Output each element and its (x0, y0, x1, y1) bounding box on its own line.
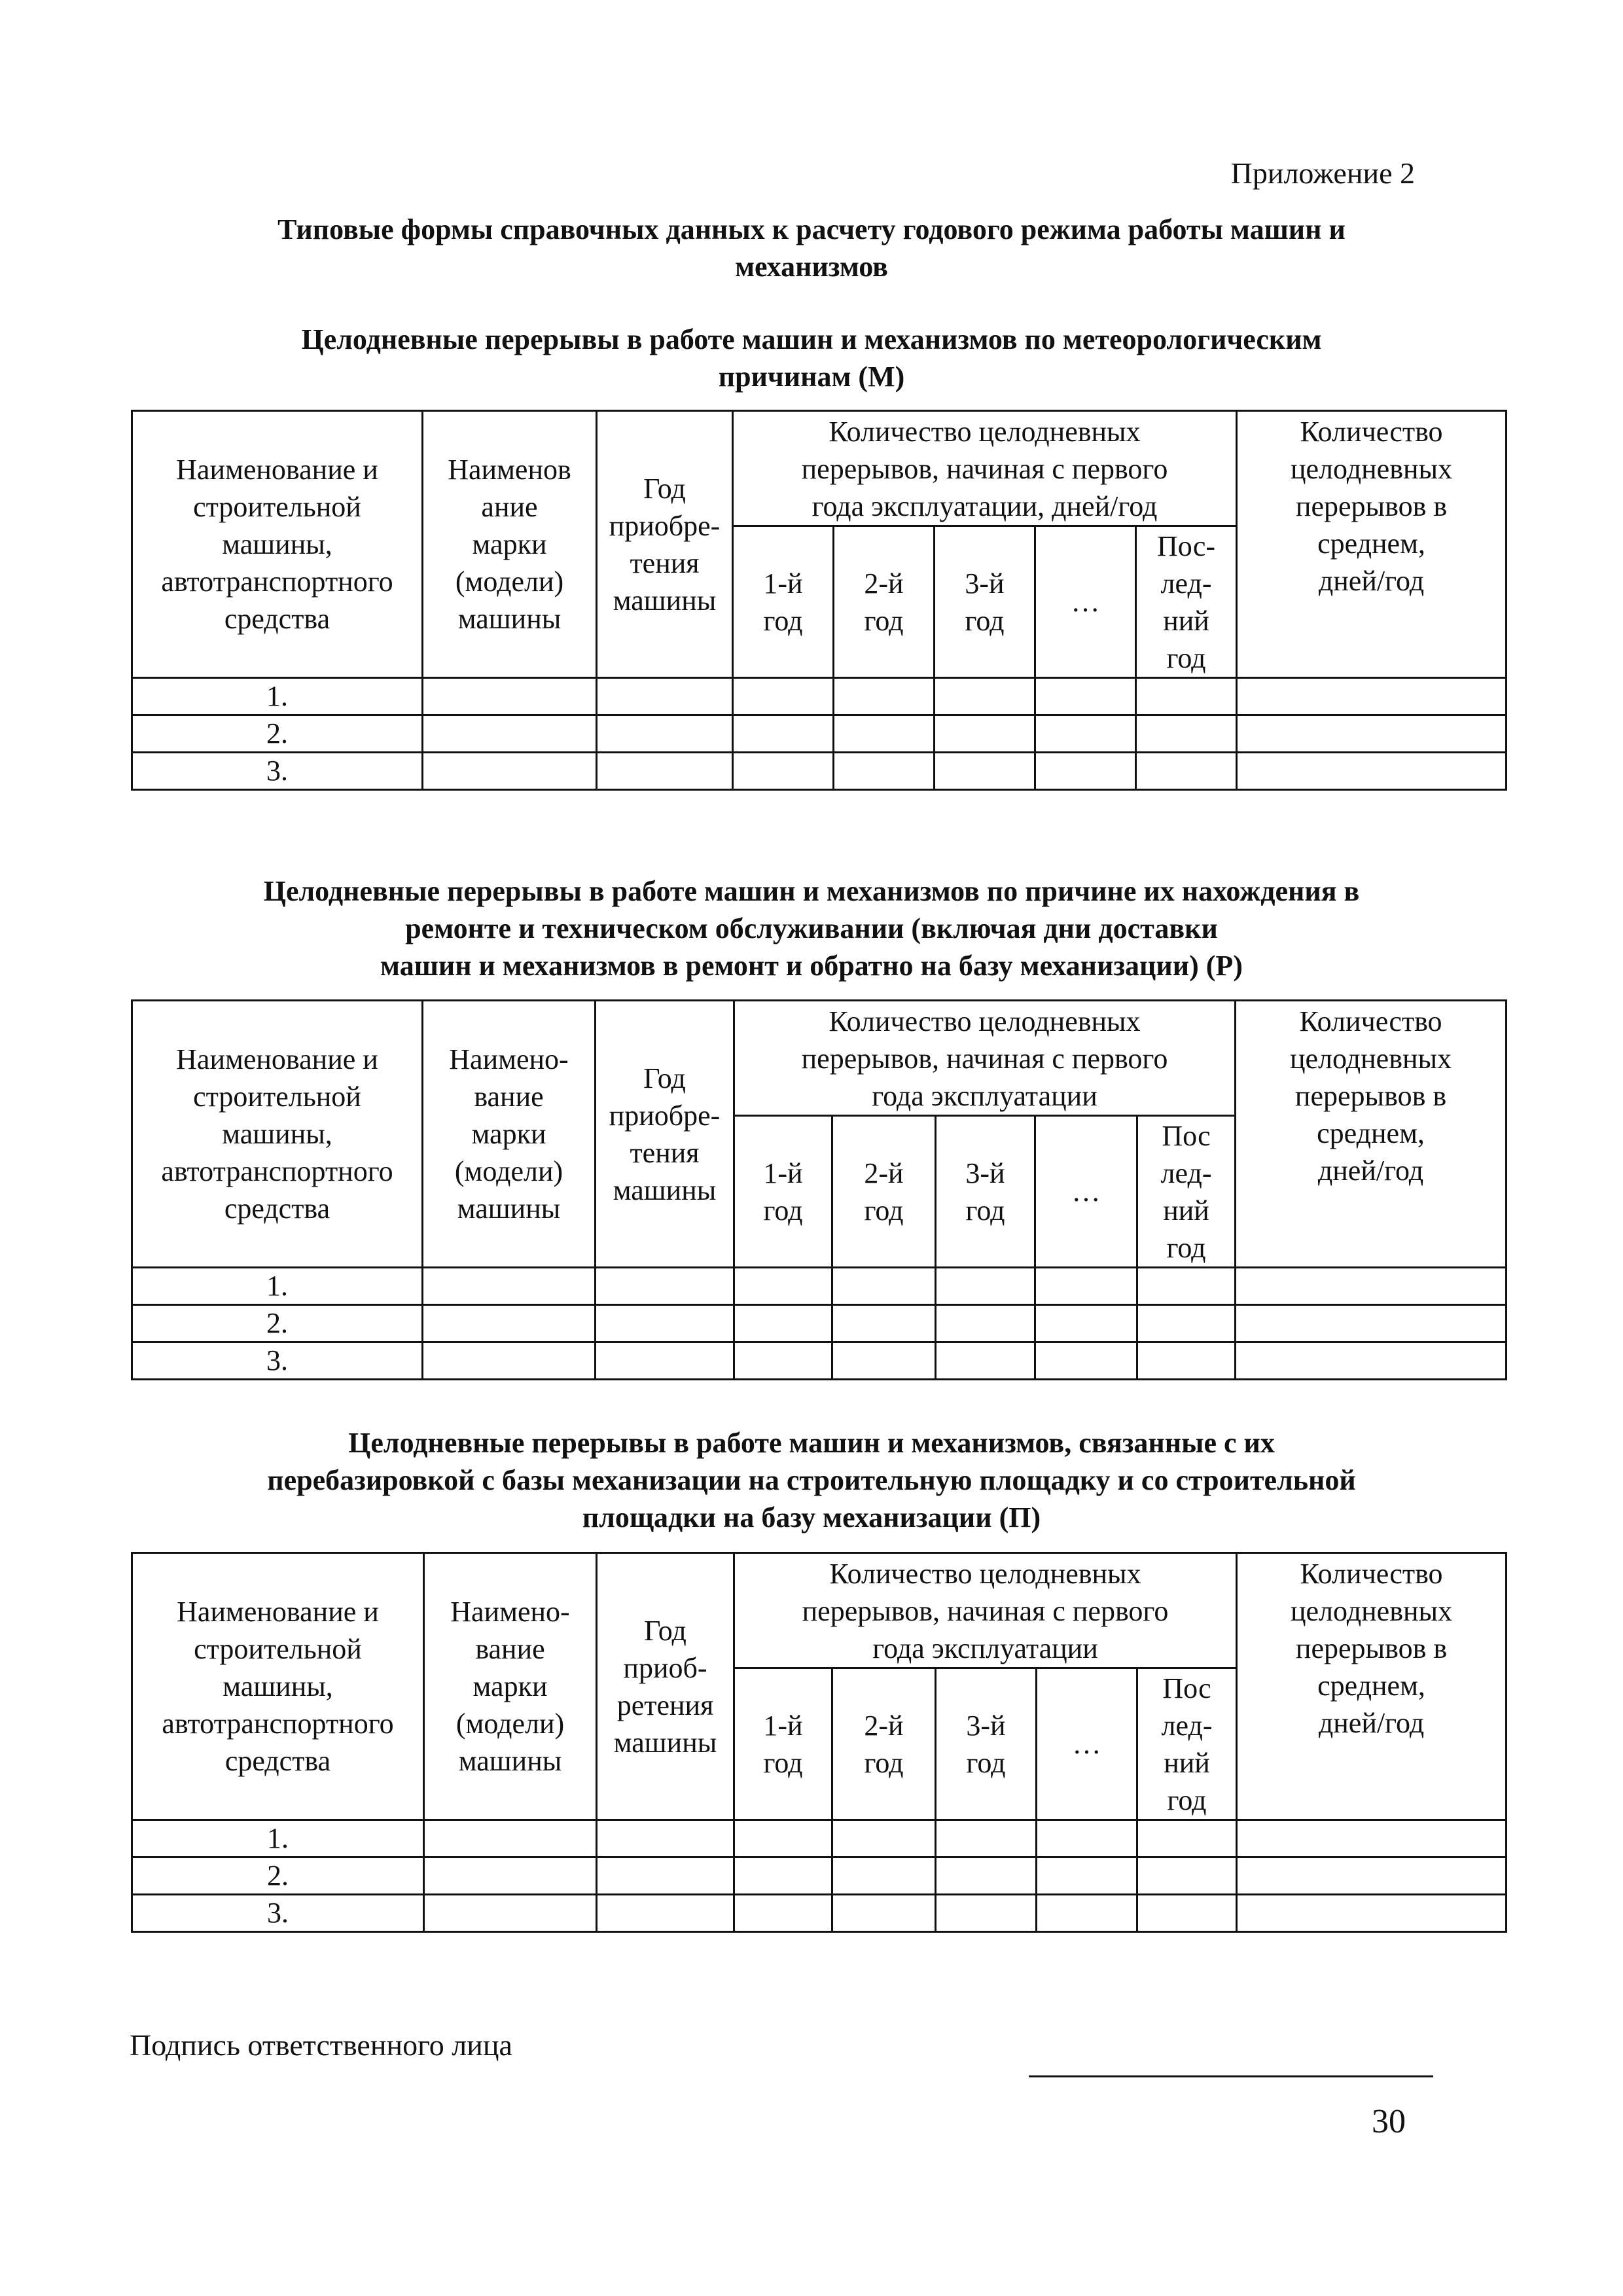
signature-label: Подпись ответственного лица (130, 2028, 512, 2062)
header-line: Пос (1162, 1672, 1211, 1704)
table-cell[interactable] (1035, 1305, 1137, 1342)
title-line: механизмов (735, 251, 888, 283)
header-line: Год (643, 1062, 686, 1094)
header-line: Количество целодневных (829, 1005, 1141, 1037)
header-machine-name (132, 1553, 424, 1820)
table-cell[interactable] (1037, 1820, 1137, 1857)
header-line: год (763, 604, 803, 637)
table-cell[interactable] (597, 1895, 734, 1932)
header-line: года эксплуатации, дней/год (812, 490, 1158, 522)
header-line: лед- (1160, 1157, 1212, 1189)
header-year (597, 1553, 734, 1820)
table-row (132, 1305, 1507, 1342)
header-line: … (1072, 1728, 1101, 1760)
appendix-label: Приложение 2 (1230, 156, 1415, 190)
header-line: Количество (1300, 1558, 1443, 1590)
header-year (597, 411, 733, 678)
header-line: целодневных (1289, 1043, 1452, 1075)
table-cell[interactable] (734, 1857, 832, 1895)
header-line: вание (475, 1633, 545, 1665)
header-line: 1-й (763, 1709, 803, 1742)
row-number: 1. (132, 1268, 423, 1305)
table-cell[interactable] (733, 678, 834, 715)
table-cell[interactable] (734, 1895, 832, 1932)
table-cell[interactable] (423, 1268, 596, 1305)
table-cell[interactable] (1035, 1342, 1137, 1380)
table-1-title (118, 321, 1505, 395)
header-line: … (1071, 586, 1100, 618)
header-average (1236, 1001, 1507, 1268)
table-cell[interactable] (935, 715, 1035, 753)
table-cell[interactable] (832, 1268, 936, 1305)
table-cell[interactable] (1237, 678, 1507, 715)
header-line: автотранспортного (162, 1708, 394, 1740)
header-line: дней/год (1318, 1707, 1425, 1739)
table-cell[interactable] (834, 678, 935, 715)
header-line: автотранспортного (161, 1155, 393, 1187)
header-line: Наименование и (176, 1043, 378, 1075)
header-machine-name (132, 1001, 423, 1268)
header-line: год (965, 1194, 1005, 1227)
table-cell[interactable] (1037, 1895, 1137, 1932)
header-line: Пос- (1156, 529, 1216, 562)
header-ellipsis (1035, 1116, 1137, 1268)
header-line: год (1166, 1231, 1206, 1264)
header-line: средства (224, 1193, 330, 1225)
header-line: вание (474, 1081, 544, 1113)
table-cell[interactable] (423, 715, 597, 753)
header-line: приобре- (609, 1099, 721, 1132)
header-line: перерывов, начиная с первого (801, 453, 1168, 485)
header-line: строительной (193, 491, 361, 523)
header-year-1 (734, 1116, 832, 1268)
table-cell[interactable] (423, 1305, 596, 1342)
header-line: (модели) (455, 565, 564, 598)
header-line: строительной (193, 1081, 361, 1113)
header-line: год (965, 604, 1005, 637)
header-line: лед- (1160, 567, 1212, 600)
row-number: 2. (132, 715, 423, 753)
header-line: год (864, 604, 904, 637)
header-line: машины (613, 584, 717, 617)
page-number: 30 (1372, 2103, 1406, 2140)
header-line: дней/год (1318, 565, 1425, 597)
table-cell[interactable] (935, 753, 1035, 790)
header-line: автотранспортного (161, 565, 393, 598)
header-line: Наимено- (450, 1596, 570, 1628)
header-ellipsis (1035, 526, 1136, 678)
table-cell[interactable] (936, 1268, 1035, 1305)
header-line: Наимено- (449, 1043, 569, 1075)
table-cell[interactable] (1136, 678, 1237, 715)
header-last-year (1136, 526, 1237, 678)
table-cell[interactable] (597, 753, 733, 790)
header-line: лед- (1161, 1709, 1213, 1742)
table-cell[interactable] (936, 1342, 1035, 1380)
header-line: (модели) (454, 1155, 563, 1187)
header-line: машины, (222, 1118, 332, 1150)
table-cell[interactable] (1137, 1342, 1236, 1380)
table-cell[interactable] (597, 678, 733, 715)
row-number: 3. (132, 1342, 423, 1380)
header-line: год (864, 1194, 904, 1227)
row-number: 1. (132, 1820, 424, 1857)
header-line: целодневных (1290, 453, 1453, 485)
table-cell[interactable] (424, 1820, 597, 1857)
table-row (132, 1268, 1507, 1305)
header-line: Количество целодневных (829, 1558, 1141, 1590)
table-repair (131, 999, 1507, 1380)
header-last-year (1137, 1116, 1236, 1268)
table-cell[interactable] (423, 678, 597, 715)
table-row (132, 1820, 1507, 1857)
header-line: год (1167, 1784, 1207, 1816)
header-year-3 (936, 1116, 1035, 1268)
title-line: Типовые формы справочных данных к расчету годового режима работы машин и (277, 213, 1346, 245)
table-cell[interactable] (733, 753, 834, 790)
table-cell[interactable] (832, 1895, 936, 1932)
table-row (132, 753, 1507, 790)
header-year (596, 1001, 734, 1268)
header-year-3 (936, 1668, 1037, 1820)
table-2-title (118, 872, 1505, 984)
table-cell[interactable] (1236, 1268, 1507, 1305)
table-row (132, 715, 1507, 753)
row-number: 3. (132, 753, 423, 790)
table-cell[interactable] (834, 715, 935, 753)
title-line: машин и механизмов в ремонт и обратно на базу механизации) (Р) (380, 950, 1243, 982)
table-cell[interactable] (1237, 715, 1507, 753)
header-year-1 (734, 1668, 832, 1820)
header-average (1237, 1553, 1507, 1820)
table-row (132, 1857, 1507, 1895)
header-line: год (763, 1194, 803, 1227)
header-line: год (763, 1746, 803, 1779)
header-line: тения (630, 547, 700, 579)
header-line: Количество (1300, 416, 1443, 448)
title-line: площадки на базу механизации (П) (582, 1501, 1041, 1534)
header-line: средства (224, 603, 330, 635)
header-line: ний (1163, 604, 1209, 637)
header-line: 2-й (864, 1157, 904, 1189)
header-line: приобре- (609, 509, 721, 542)
header-average (1237, 411, 1507, 678)
table-cell[interactable] (733, 715, 834, 753)
table-cell[interactable] (1237, 1820, 1507, 1857)
table-cell[interactable] (832, 1857, 936, 1895)
header-model (423, 1001, 596, 1268)
table-cell[interactable] (1237, 753, 1507, 790)
table-cell[interactable] (1236, 1342, 1507, 1380)
title-line: ремонте и техническом обслуживании (включая дни доставки (405, 912, 1218, 944)
header-line: Количество целодневных (829, 416, 1141, 448)
header-line: марки (472, 528, 547, 560)
header-line: Пос (1162, 1119, 1211, 1152)
header-line: тения (630, 1136, 700, 1169)
header-line: среднем, (1317, 528, 1425, 560)
header-line: перерывов в (1295, 490, 1448, 522)
header-line: машины (613, 1726, 717, 1759)
title-line: Целодневные перерывы в работе машин и механизмов, связанные с их (348, 1427, 1275, 1459)
table-row (132, 1895, 1507, 1932)
header-line: строительной (194, 1633, 362, 1665)
header-line: Наименов (448, 454, 571, 486)
header-line: целодневных (1290, 1595, 1453, 1627)
header-line: машины (613, 1174, 717, 1206)
document-title (118, 211, 1505, 285)
table-cell[interactable] (1035, 1268, 1137, 1305)
table-cell[interactable] (734, 1342, 832, 1380)
table-3-title (118, 1424, 1505, 1536)
table-cell[interactable] (1137, 1820, 1237, 1857)
table-cell[interactable] (597, 1857, 734, 1895)
header-line: Количество (1299, 1005, 1442, 1037)
header-line: среднем, (1317, 1117, 1425, 1149)
row-number: 3. (132, 1895, 424, 1932)
header-line: 1-й (763, 567, 803, 600)
header-model (423, 411, 597, 678)
table-cell[interactable] (832, 1820, 936, 1857)
table-cell[interactable] (1137, 1305, 1236, 1342)
header-breaks-group (733, 411, 1237, 526)
table-cell[interactable] (1236, 1305, 1507, 1342)
header-ellipsis (1037, 1668, 1137, 1820)
header-line: ание (481, 491, 538, 523)
title-line: Целодневные перерывы в работе машин и механизмов по причине их нахождения в (263, 875, 1360, 907)
header-line: среднем, (1317, 1670, 1425, 1702)
header-last-year (1137, 1668, 1237, 1820)
table-cell[interactable] (734, 1268, 832, 1305)
table-cell[interactable] (832, 1342, 936, 1380)
header-line: ний (1163, 1194, 1209, 1227)
table-cell[interactable] (734, 1305, 832, 1342)
row-number: 2. (132, 1305, 423, 1342)
table-cell[interactable] (734, 1820, 832, 1857)
table-cell[interactable] (597, 1820, 734, 1857)
header-line: машины, (223, 1670, 333, 1702)
header-line: ний (1164, 1746, 1210, 1779)
header-line: Наименование и (176, 454, 378, 486)
table-cell[interactable] (936, 1305, 1035, 1342)
header-year-2 (832, 1116, 936, 1268)
table-cell[interactable] (1137, 1857, 1237, 1895)
header-line: приоб- (623, 1651, 707, 1684)
header-line: год (1166, 641, 1206, 674)
header-line: перерывов в (1295, 1632, 1448, 1664)
header-year-2 (832, 1668, 936, 1820)
table-cell[interactable] (423, 1342, 596, 1380)
header-line: 3-й (965, 1157, 1005, 1189)
table-cell[interactable] (935, 678, 1035, 715)
table-cell[interactable] (936, 1820, 1037, 1857)
table-cell[interactable] (597, 715, 733, 753)
header-line: марки (473, 1670, 548, 1702)
header-line: (модели) (455, 1708, 565, 1740)
table-cell[interactable] (1035, 753, 1136, 790)
table-meteorological (131, 410, 1507, 791)
header-line: машины (458, 1745, 562, 1777)
header-line: год (966, 1746, 1006, 1779)
header-year-2 (834, 526, 935, 678)
title-line: перебазировкой с базы механизации на строительную площадку и со строительной (267, 1464, 1356, 1496)
header-line: машины (457, 603, 562, 635)
header-model (424, 1553, 597, 1820)
header-line: год (864, 1746, 904, 1779)
table-cell[interactable] (1136, 753, 1237, 790)
header-line: 2-й (864, 1709, 904, 1742)
signature-line[interactable] (1029, 2075, 1433, 2077)
table-cell[interactable] (1037, 1857, 1137, 1895)
title-line: Целодневные перерывы в работе машин и механизмов по метеорологическим (301, 323, 1322, 355)
table-cell[interactable] (1237, 1895, 1507, 1932)
row-number: 1. (132, 678, 423, 715)
header-line: Год (643, 472, 686, 505)
table-cell[interactable] (596, 1305, 734, 1342)
table-cell[interactable] (424, 1895, 597, 1932)
header-line: 3-й (965, 567, 1005, 600)
header-year-1 (733, 526, 834, 678)
header-line: 1-й (763, 1157, 803, 1189)
table-cell[interactable] (596, 1342, 734, 1380)
header-line: машины, (222, 528, 332, 560)
header-line: ретения (616, 1689, 714, 1721)
table-row (132, 678, 1507, 715)
table-cell[interactable] (1137, 1268, 1236, 1305)
header-year-3 (935, 526, 1035, 678)
table-cell[interactable] (1136, 715, 1237, 753)
header-line: средства (224, 1745, 331, 1777)
header-line: года эксплуатации (872, 1080, 1097, 1112)
table-cell[interactable] (1035, 678, 1136, 715)
header-line: марки (471, 1118, 546, 1150)
header-line: 2-й (864, 567, 904, 600)
table-cell[interactable] (1035, 715, 1136, 753)
table-relocation (131, 1552, 1507, 1933)
table-cell[interactable] (936, 1895, 1037, 1932)
header-line: Наименование и (177, 1596, 379, 1628)
table-cell[interactable] (424, 1857, 597, 1895)
header-breaks-group (734, 1001, 1236, 1116)
title-line: причинам (М) (718, 361, 905, 393)
header-machine-name (132, 411, 423, 678)
table-cell[interactable] (936, 1857, 1037, 1895)
row-number: 2. (132, 1857, 424, 1895)
header-line: 3-й (966, 1709, 1006, 1742)
header-line: перерывов, начиная с первого (801, 1043, 1168, 1075)
table-cell[interactable] (1137, 1895, 1237, 1932)
header-line: машины (457, 1193, 561, 1225)
table-cell[interactable] (834, 753, 935, 790)
header-line: дней/год (1317, 1155, 1424, 1187)
table-cell[interactable] (596, 1268, 734, 1305)
header-line: перерывов в (1294, 1080, 1447, 1112)
table-cell[interactable] (423, 753, 597, 790)
header-line: … (1071, 1175, 1101, 1208)
header-line: Год (644, 1614, 687, 1647)
table-cell[interactable] (832, 1305, 936, 1342)
table-row (132, 1342, 1507, 1380)
header-line: перерывов, начиная с первого (802, 1595, 1169, 1627)
header-breaks-group (734, 1553, 1237, 1668)
header-line: года эксплуатации (872, 1632, 1098, 1664)
table-cell[interactable] (1237, 1857, 1507, 1895)
